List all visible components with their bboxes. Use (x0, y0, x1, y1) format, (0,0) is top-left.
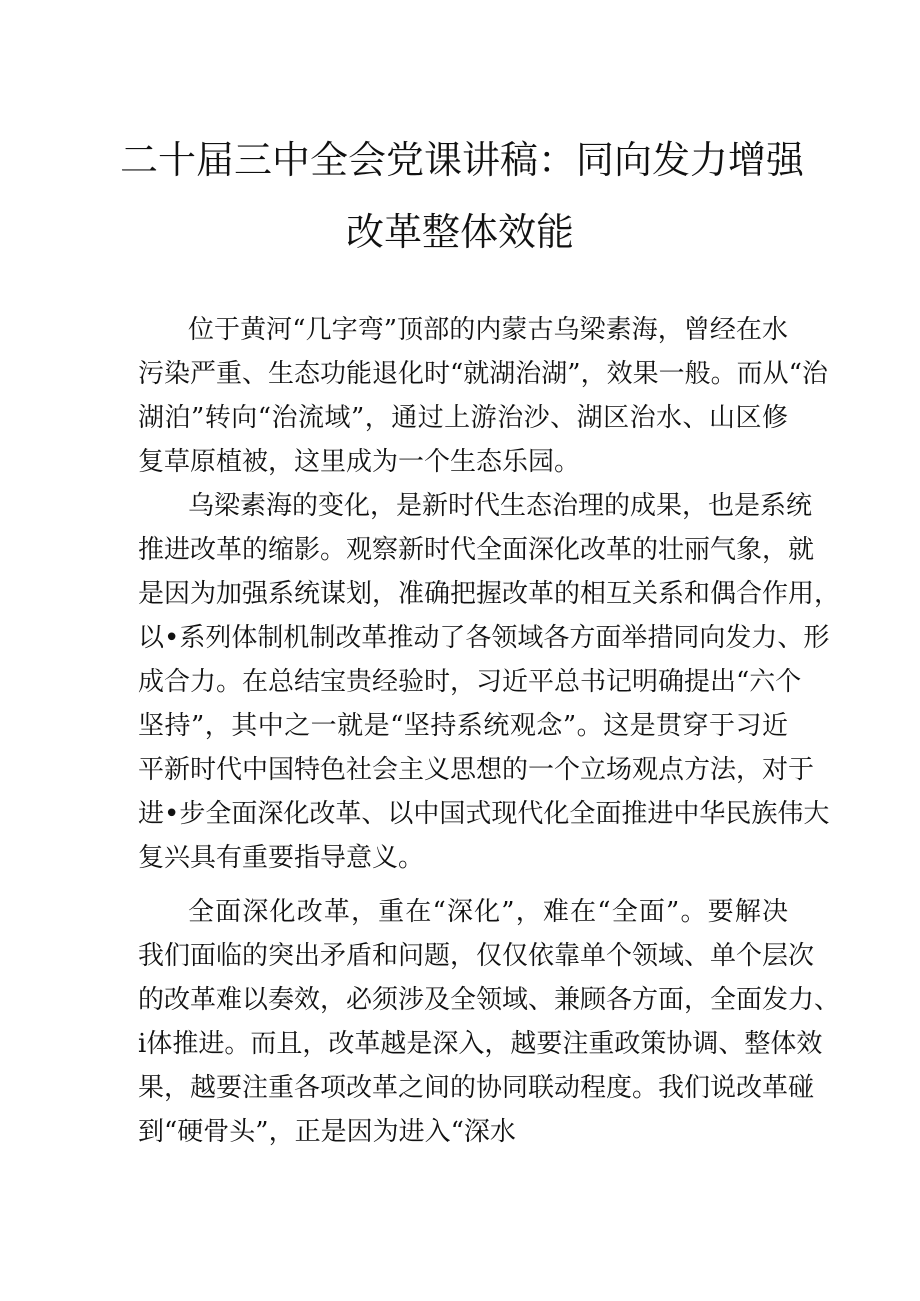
paragraph-1-line-3: 湖泊”转向“治流域”，通过上游治沙、湖区治水、山区修 (138, 403, 788, 433)
paragraph-1-line-2: 污染严重、生态功能退化时“就湖治湖”，效果一般。而从“治 (138, 359, 828, 389)
paragraph-2-line-3: 是因为加强系统谋划，准确把握改革的相互关系和偶合作用， (138, 579, 841, 609)
document-title-line-1: 二十届三中全会党课讲稿：同向发力增强 (120, 138, 805, 182)
paragraph-2-line-8: 进•步全面深化改革、以中国式现代化全面推进中华民族伟大 (138, 799, 830, 829)
paragraph-2-line-1: 乌梁素海的变化，是新时代生态治理的成果，也是系统 (188, 491, 813, 521)
paragraph-2-line-5: 成合力。在总结宝贵经验时，习近平总书记明确提出“六个 (138, 667, 802, 697)
paragraph-3-line-6: 到“硬骨头”，正是因为进入“深水 (138, 1117, 516, 1147)
paragraph-3-line-1: 全面深化改革，重在“深化”，难在“全面”。要解决 (188, 897, 788, 927)
paragraph-2-line-9: 复兴具有重要指导意义。 (138, 843, 425, 873)
paragraph-2-line-2: 推进改革的缩影。观察新时代全面深化改革的壮丽气象，就 (138, 535, 815, 565)
document-title-line-2: 改革整体效能 (345, 210, 574, 254)
paragraph-3-line-2: 我们面临的突出矛盾和问题，仅仅依靠单个领域、单个层次 (138, 941, 815, 971)
paragraph-2-line-4: 以•系列体制机制改革推动了各领域各方面举措同向发力、形 (138, 623, 830, 653)
paragraph-1-line-1: 位于黄河“几字弯”顶部的内蒙古乌梁素海，曾经在水 (188, 315, 788, 345)
paragraph-3-line-4: i体推进。而且，改革越是深入，越要注重政策协调、整体效 (138, 1029, 823, 1059)
paragraph-2-line-7: 平新时代中国特色社会主义思想的一个立场观点方法，对于 (138, 755, 815, 785)
paragraph-3-line-5: 果，越要注重各项改革之间的协同联动程度。我们说改革碰 (138, 1073, 815, 1103)
paragraph-1-line-4: 复草原植被，这里成为一个生态乐园。 (138, 447, 581, 477)
paragraph-3-line-3: 的改革难以奏效，必须涉及全领域、兼顾各方面，全面发力、 (138, 985, 841, 1015)
paragraph-2-line-6: 坚持”，其中之一就是“坚持系统观念”。这是贯穿于习近 (138, 711, 788, 741)
